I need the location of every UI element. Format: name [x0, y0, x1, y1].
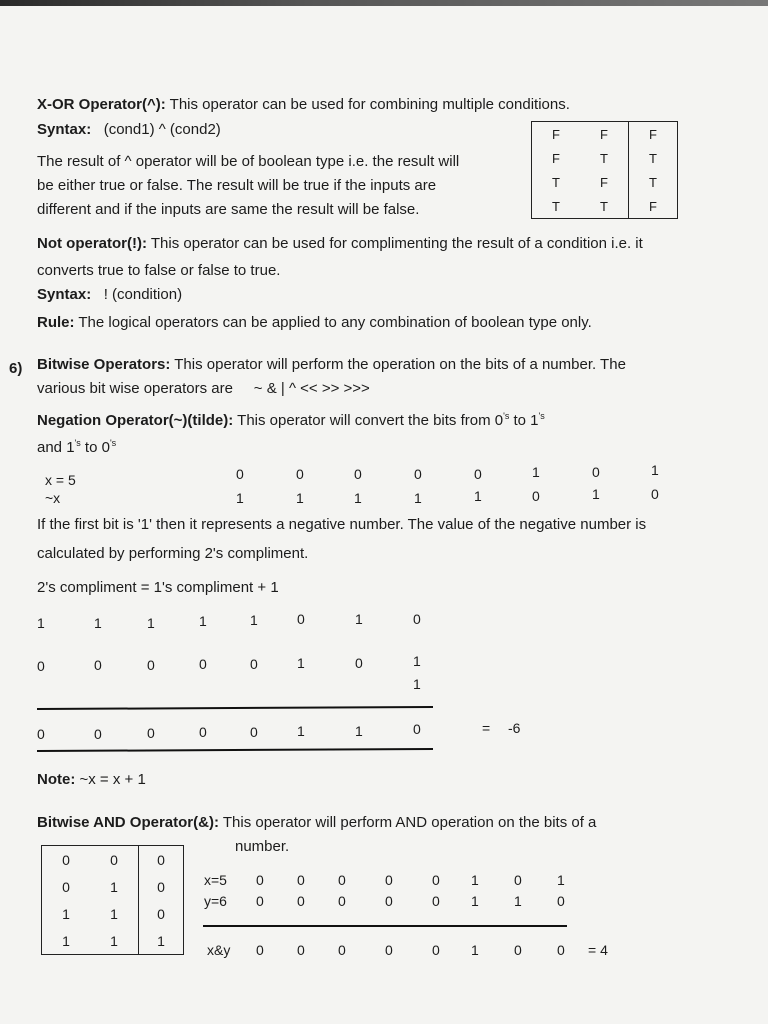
negative-note-line1: If the first bit is '1' then it represents a negative number. The value of the negative number is	[37, 516, 647, 533]
and-y-label: y=6	[204, 893, 227, 909]
result-value: -6	[508, 720, 521, 736]
xor-title: X-OR Operator(^):	[37, 96, 166, 113]
negation-desc: This operator will convert the bits from 0	[233, 412, 504, 429]
not-title: Not operator(!):	[37, 235, 147, 252]
bit: 1	[354, 490, 362, 506]
bit: 1	[532, 464, 540, 480]
bit: 0	[557, 893, 565, 909]
xor-truth-table	[531, 121, 678, 219]
and-heading	[37, 814, 596, 831]
table-cell: 0	[62, 851, 70, 868]
table-cell: 1	[110, 905, 118, 922]
bit: 0	[338, 942, 346, 958]
bit: 0	[474, 466, 482, 482]
bit: 0	[385, 942, 393, 958]
bitwise-operators: ~ & | ^ << >> >>>	[253, 380, 370, 397]
and-x-label: x=5	[204, 872, 227, 888]
bit: 0	[256, 942, 264, 958]
table-cell: F	[552, 126, 560, 142]
bit: 1	[297, 655, 305, 671]
not-syntax	[37, 286, 182, 303]
table-cell: F	[600, 174, 608, 190]
bit: 1	[296, 490, 304, 506]
table-cell: 1	[62, 905, 70, 922]
bit: 1	[592, 486, 600, 502]
note-text: ~x = x + 1	[75, 771, 146, 788]
not-x-label: ~x	[45, 490, 61, 506]
bit: 0	[297, 893, 305, 909]
bit: 1	[471, 893, 479, 909]
xor-text	[37, 150, 459, 222]
bit: 0	[296, 466, 304, 482]
bit: 0	[94, 726, 102, 742]
result-underline	[37, 748, 433, 752]
table-cell: T	[600, 150, 608, 166]
xor-text-line: be either true or false. The result will be true if the inputs are	[37, 177, 437, 194]
bit: 0	[297, 872, 305, 888]
table-cell: 0	[139, 846, 184, 874]
bit: 1	[250, 612, 258, 628]
table-cell: 0	[110, 851, 118, 868]
bit: 0	[354, 466, 362, 482]
and-truth-table	[41, 845, 184, 955]
bit: 0	[385, 893, 393, 909]
table-cell: 1	[62, 932, 70, 949]
section-number: 6)	[9, 360, 23, 377]
table-cell: T	[552, 198, 560, 214]
bitwise-desc2: various bit wise operators are	[37, 380, 233, 397]
bit: 0	[297, 611, 305, 627]
bit: 0	[37, 726, 45, 742]
negation-line2	[37, 438, 116, 456]
bit: 0	[532, 488, 540, 504]
bit: 1	[471, 872, 479, 888]
bitwise-heading	[37, 356, 626, 373]
plus-one: 1	[413, 676, 421, 692]
rule-line	[37, 314, 592, 331]
xor-text-line: The result of ^ operator will be of boolean type i.e. the result will	[37, 153, 460, 170]
table-cell: 0	[139, 873, 184, 900]
xor-syntax-text: (cond1) ^ (cond2)	[103, 121, 221, 138]
bit: 1	[471, 942, 479, 958]
table-row	[42, 873, 184, 900]
table-cell: F	[552, 150, 560, 166]
bitwise-title: Bitwise Operators:	[37, 356, 171, 373]
not-heading	[37, 235, 643, 252]
bit: 0	[413, 721, 421, 737]
rule-text: The logical operators can be applied to any combination of boolean type only.	[74, 314, 592, 331]
negation-text: to 0	[80, 439, 110, 456]
and-sum-line	[203, 925, 567, 927]
negation-title: Negation Operator(~)(tilde):	[37, 412, 234, 429]
bit: 1	[37, 615, 45, 631]
note-label: Note:	[37, 771, 76, 788]
negation-heading	[37, 411, 545, 429]
xor-desc: This operator can be used for combining multiple conditions.	[165, 96, 570, 113]
table-row	[42, 900, 184, 927]
bit: 1	[557, 872, 565, 888]
negation-sup: 's	[74, 438, 81, 448]
and-title: Bitwise AND Operator(&):	[37, 814, 219, 831]
table-cell: T	[552, 174, 560, 190]
bit: 0	[514, 872, 522, 888]
negation-text: and 1	[37, 439, 75, 456]
bit: 0	[414, 466, 422, 482]
table-cell: F	[629, 122, 678, 147]
bit: 1	[94, 615, 102, 631]
table-cell: T	[629, 170, 678, 194]
bit: 0	[199, 656, 207, 672]
bit: 0	[651, 486, 659, 502]
bit: 0	[592, 464, 600, 480]
bit: 0	[338, 872, 346, 888]
negation-sup: 's	[109, 438, 117, 448]
bit: 1	[147, 615, 155, 631]
bit: 0	[557, 942, 565, 958]
table-cell: 0	[62, 878, 70, 895]
bit: 1	[199, 613, 207, 629]
table-cell: 1	[110, 878, 118, 895]
bit: 0	[37, 658, 45, 674]
negation-sup: 's	[538, 411, 545, 421]
table-row	[532, 194, 678, 219]
table-cell: T	[629, 146, 678, 170]
bit: 1	[474, 488, 482, 504]
sum-line	[37, 706, 433, 710]
and-desc: This operator will perform AND operation on the bits of a	[218, 814, 597, 831]
bit: 0	[432, 942, 440, 958]
xor-text-line: different and if the inputs are same the result will be false.	[37, 201, 420, 218]
bit: 0	[432, 893, 440, 909]
table-row	[532, 170, 678, 194]
not-syntax-label: Syntax:	[37, 286, 92, 303]
bitwise-desc: This operator will perform the operation on the bits of a number. The	[170, 356, 626, 373]
bitwise-desc-line2	[37, 380, 370, 397]
and-result-value: = 4	[588, 942, 608, 958]
bit: 1	[236, 490, 244, 506]
table-cell: 1	[139, 927, 184, 955]
bit: 0	[514, 942, 522, 958]
twos-formula: 2's compliment = 1's compliment + 1	[37, 579, 279, 596]
and-result-label: x&y	[207, 942, 231, 958]
bit: 0	[355, 655, 363, 671]
table-cell: F	[629, 194, 678, 219]
bit: 0	[147, 725, 155, 741]
negative-note-line2: calculated by performing 2's compliment.	[37, 545, 309, 562]
bit: 1	[414, 490, 422, 506]
bit: 0	[413, 611, 421, 627]
bit: 1	[355, 723, 363, 739]
bit: 0	[250, 724, 258, 740]
bit: 1	[413, 653, 421, 669]
x-label: x = 5	[45, 472, 76, 488]
table-cell: T	[600, 198, 608, 214]
bit: 1	[514, 893, 522, 909]
equals-sign: =	[482, 720, 491, 736]
bit: 0	[256, 893, 264, 909]
table-row	[42, 846, 184, 874]
xor-syntax	[37, 121, 221, 138]
bit: 0	[432, 872, 440, 888]
xor-syntax-label: Syntax:	[37, 121, 92, 138]
bit: 0	[236, 466, 244, 482]
not-syntax-text: ! (condition)	[103, 286, 183, 303]
table-cell: 0	[139, 900, 184, 927]
bit: 0	[256, 872, 264, 888]
not-desc-line2: converts true to false or false to true.	[37, 262, 281, 279]
table-row	[532, 122, 678, 147]
bit: 0	[385, 872, 393, 888]
table-cell: F	[600, 126, 608, 142]
negation-sup: 's	[503, 411, 510, 421]
negation-to: to 1	[509, 412, 539, 429]
table-row	[532, 146, 678, 170]
note-line	[37, 771, 146, 788]
table-row	[42, 927, 184, 955]
bit: 1	[355, 611, 363, 627]
bit: 0	[147, 657, 155, 673]
bit: 0	[338, 893, 346, 909]
page-top-edge	[0, 0, 768, 6]
rule-label: Rule:	[37, 314, 75, 331]
bit: 0	[199, 724, 207, 740]
bit: 1	[651, 462, 659, 478]
bit: 0	[297, 942, 305, 958]
bit: 0	[250, 656, 258, 672]
xor-heading	[37, 96, 570, 113]
bit: 0	[94, 657, 102, 673]
not-desc: This operator can be used for complimenting the result of a condition i.e. it	[146, 235, 643, 252]
bit: 1	[297, 723, 305, 739]
and-desc-line2: number.	[235, 838, 290, 855]
table-cell: 1	[110, 932, 118, 949]
